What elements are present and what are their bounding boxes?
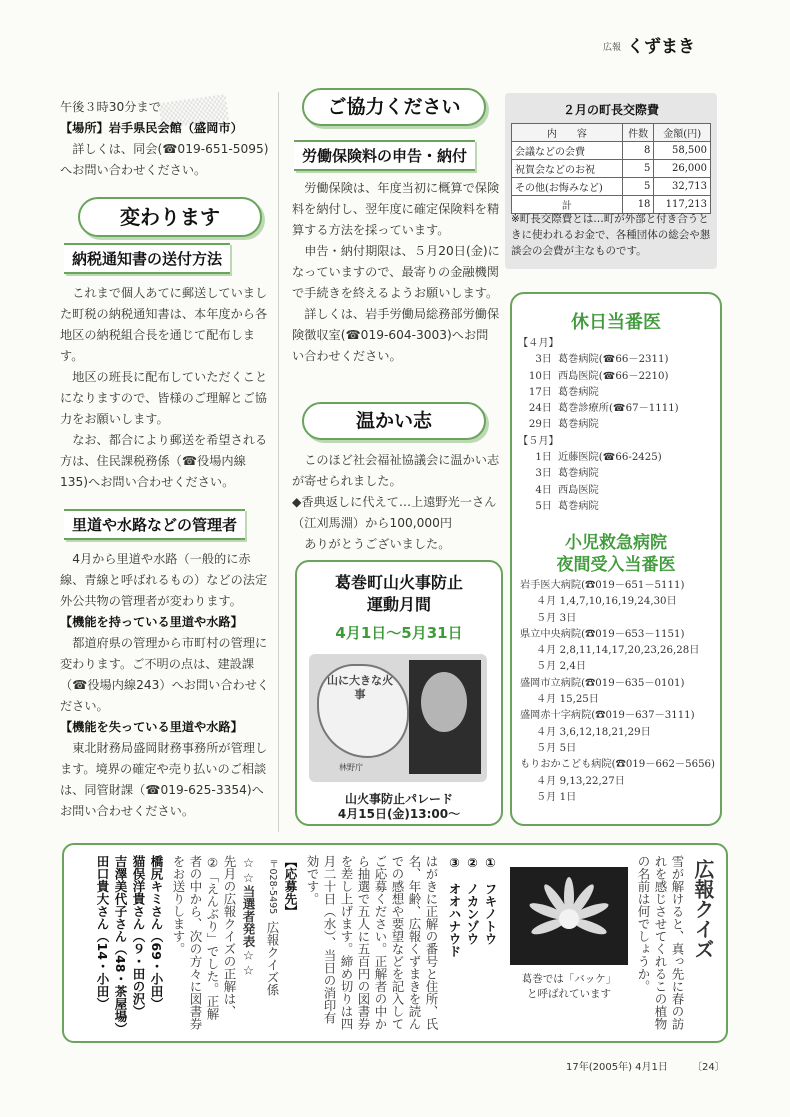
fee-cell: その他(お悔みなど)	[512, 178, 623, 196]
fire-title-2: 運動月間	[366, 595, 431, 614]
fee-title: ２月の町長交際費	[562, 103, 659, 117]
road-p1: 4月から里道や水路（一般的に赤線、青線と呼ばれるもの）などの法定外公共物の管理者が変わります。	[60, 552, 268, 608]
list-item	[518, 483, 716, 499]
schedule-phone: (☎67－1111)	[608, 403, 679, 415]
fire-prevention-box	[295, 560, 503, 826]
schedule-day: 5日	[535, 500, 552, 512]
fee-cell: 計	[512, 196, 623, 214]
donation-body	[292, 450, 500, 555]
schedule-clinic: 葛巻病院	[558, 419, 599, 431]
fire-dates: 4月1日〜5月31日	[335, 624, 463, 642]
list-item	[518, 417, 716, 433]
flower-icon	[510, 867, 628, 965]
fee-cell: 5	[622, 160, 654, 178]
column-divider	[278, 92, 279, 832]
fee-cell: 会議などの会費	[512, 142, 623, 160]
schedule-clinic: 西島医院	[558, 484, 599, 496]
road-p3: 東北財務局盛岡財務事務所が管理します。境界の確定や売り払いのご相談は、同管財課（☎019-625-3354)へお問い合わせください。	[60, 741, 268, 818]
tax-notice-p2: 地区の班長に配布していただくことになりますので、皆様のご理解とご協力をお願いします。	[60, 370, 268, 426]
choice-1: ① フキノトウ	[483, 855, 498, 945]
kids-hospital-dates: ５月 3日	[536, 612, 577, 624]
list-item	[518, 352, 716, 368]
kids-hospital-name: もりおかこども病院(☎019－662－5656)	[520, 759, 716, 771]
tax-notice-title: 納税通知書の送付方法	[64, 243, 230, 274]
holiday-list	[518, 336, 716, 515]
donation-p3: ありがとうございました。	[304, 537, 451, 551]
schedule-phone: (☎66－2210)	[598, 370, 669, 382]
kids-hospital-name: 盛岡赤十字病院(☎019－637－3111)	[520, 710, 695, 722]
list-item	[518, 466, 716, 482]
fee-note: ※町長交際費とは…町が外部と付き合うときに使われるお金で、各種団体の総会や懇談会の会費が主なものです。	[511, 213, 711, 257]
choice-2: ② ノカンゾウ	[465, 855, 480, 945]
quiz-box	[62, 843, 728, 1043]
medical-box	[510, 292, 722, 826]
list-item	[518, 385, 716, 401]
table-row	[512, 160, 711, 178]
list-item	[518, 499, 716, 515]
poster-agency: 林野庁	[339, 763, 363, 772]
schedule-clinic: 葛巻病院	[558, 354, 599, 366]
fee-col-count: 件数	[622, 124, 654, 142]
fee-cell: 26,000	[654, 160, 711, 178]
quiz-title: 広報クイズ	[691, 859, 715, 959]
kids-hospital-dates: ４月 2,8,11,14,17,20,23,26,28日	[536, 645, 700, 657]
page-number: 〔24〕	[692, 1062, 725, 1073]
road-h2: 【機能を失っている里道や水路】	[60, 720, 243, 734]
schedule-clinic: 西島医院	[558, 370, 599, 382]
schedule-day: 3日	[535, 354, 552, 366]
winners-title: ☆☆当選者発表☆☆	[241, 855, 256, 978]
kids-hospital-dates: ４月 3,6,12,18,21,29日	[536, 726, 651, 738]
schedule-clinic: 葛巻病院	[558, 500, 599, 512]
schedule-clinic: 葛巻病院	[558, 386, 599, 398]
poster-leaf-shape	[421, 672, 467, 732]
tax-notice-body	[60, 283, 272, 493]
road-title: 里道や水路などの管理者	[64, 509, 245, 540]
kids-hospital-dates: ４月 1,4,7,10,16,19,24,30日	[536, 596, 677, 608]
table-row	[512, 142, 711, 160]
kids-hospital-name: 盛岡市立病院(☎019－635－0101)	[520, 677, 685, 689]
labor-p3: 詳しくは、岩手労働局総務部労働保険徴収室(☎019-604-3003)へお問い合わせください。	[292, 307, 500, 363]
fee-col-content: 内 容	[512, 124, 623, 142]
schedule-day: 1日	[535, 452, 552, 464]
kids-title-2: 夜間受入当番医	[556, 555, 676, 575]
table-row	[512, 178, 711, 196]
continued-event-text	[60, 97, 272, 181]
atatakai-heading: 温かい志	[302, 402, 486, 440]
winner-4: 田口貴大さん（14・小田）	[95, 855, 110, 1010]
fire-parade-time: 4月15日(金)13:00〜	[337, 807, 461, 821]
schedule-clinic: 葛巻病院	[558, 468, 599, 480]
poster-photo	[409, 660, 481, 774]
fire-title-1: 葛巻町山火事防止	[334, 573, 463, 592]
kids-hospital-list	[520, 578, 718, 806]
kids-hospital-name: 県立中央病院(☎019－653－1151)	[520, 628, 685, 640]
apply-label: 【応募先】	[283, 855, 298, 918]
schedule-phone: (☎66-2425)	[598, 452, 662, 464]
photo-caption-2: と呼ばれています	[527, 988, 611, 1000]
winner-2: 猫俣洋貴さん（９・田の沢）	[131, 855, 146, 1018]
fire-poster	[309, 654, 487, 782]
header-small-label: 広報	[603, 43, 622, 53]
schedule-day: 24日	[528, 403, 552, 415]
fee-cell: 117,213	[654, 196, 711, 214]
labor-insurance-body	[292, 178, 500, 367]
april-label: 【４月】	[518, 338, 559, 349]
kids-title-1: 小児救急病院	[565, 533, 667, 553]
kids-hospital-dates: ４月 15,25日	[536, 694, 599, 706]
tax-notice-p3: なお、都合により郵送を希望される方は、住民課税務係（☎役場内線135)へお問い合わせください。	[60, 433, 268, 489]
photo-caption-1: 葛巻では「バッケ」	[521, 973, 617, 985]
apply-zip: 〒028-5495	[267, 859, 278, 915]
fee-cell: 18	[622, 196, 654, 214]
kids-hospital-dates: ５月 1日	[536, 791, 577, 803]
schedule-clinic: 近藤医院	[558, 452, 599, 464]
winner-1: 橋尻キミさん（69・小田）	[149, 855, 164, 1010]
holiday-doctor-title: 休日当番医	[571, 312, 661, 333]
event-place: 【場所】岩手県民会館（盛岡市）	[60, 121, 243, 135]
fee-col-amount: 金額(円)	[654, 124, 711, 142]
kyoryoku-heading: ご協力ください	[302, 88, 486, 126]
header-title: くずまき	[627, 37, 695, 57]
poster-text: 山に大きな火事	[327, 674, 393, 701]
schedule-day: 3日	[535, 468, 552, 480]
kids-hospital-name: 岩手医大病院(☎019－651－5111)	[520, 580, 685, 591]
fire-parade-label: 山火事防止パレード	[344, 792, 453, 806]
fee-cell: 祝賀会などのお祝	[512, 160, 623, 178]
list-item	[518, 401, 716, 417]
fee-cell: 32,713	[654, 178, 711, 196]
tax-notice-p1: これまで個人あてに郵送していました町税の納税通知書は、本年度から各地区の納税組合長を通じて配布します。	[60, 286, 268, 363]
may-label: 【５月】	[518, 435, 559, 447]
list-item	[518, 369, 716, 385]
donation-p1: このほど社会福祉協議会に温かい志が寄せられました。	[292, 453, 500, 488]
donation-p2: ◆香典返しに代えて…上遠野光一さん（江刈馬淵）から100,000円	[292, 495, 497, 530]
fee-cell: 8	[622, 142, 654, 160]
fee-cell: 5	[622, 178, 654, 196]
fee-table-header	[512, 124, 711, 142]
kids-hospital-dates: ５月 5日	[536, 742, 577, 754]
labor-p2: 申告・納付期限は、５月20日(金)になっていますので、最寄りの金融機関で手続きを終えるようお願いします。	[292, 244, 500, 300]
quiz-instructions: はがきに正解の番号と住所、氏名、年齢、広報くずまきを読んでの感想や要望などを記入してご応募ください。正解者の中から抽選で五人に五百円の図書券を差し上げます。締め切りは四月二十日（水）、当日の消印有効です。	[305, 855, 439, 1030]
footer-date: 17年(2005年) 4月1日	[566, 1062, 668, 1073]
choice-3: ③ オオハナウド	[447, 855, 462, 958]
schedule-day: 17日	[528, 386, 552, 398]
road-p2: 都道府県の管理から市町村の管理に変わります。ご不明の点は、建設課（☎役場内線243）へお問い合わせください。	[60, 636, 270, 713]
list-item	[518, 450, 716, 466]
winner-3: 吉澤美代子さん（48・茶屋場）	[113, 855, 128, 1035]
fee-box	[505, 93, 717, 269]
schedule-clinic: 葛巻診療所	[558, 403, 609, 415]
road-h1: 【機能を持っている里道や水路】	[60, 615, 243, 629]
schedule-day: 29日	[528, 419, 552, 431]
schedule-phone: (☎66－2311)	[598, 354, 669, 366]
schedule-day: 4日	[535, 484, 552, 496]
kids-hospital-dates: ５月 2,4日	[536, 661, 587, 673]
fee-cell: 58,500	[654, 142, 711, 160]
event-time: 午後３時30分まで	[60, 100, 161, 114]
event-contact: 詳しくは、同会(☎019-651-5095)へお問い合わせください。	[60, 142, 269, 177]
apply-destination: 広報クイズ係	[265, 921, 280, 996]
schedule-day: 10日	[528, 370, 552, 382]
quiz-photo	[510, 867, 628, 965]
background-ghost-text: ▒▒▒▒	[158, 95, 230, 130]
kids-hospital-dates: ４月 9,13,22,27日	[536, 775, 625, 787]
quiz-question: 雪が解けると、真っ先に春の訪れを感じさせてくれるこの植物の名前は何でしょうか。	[636, 855, 685, 1030]
labor-p1: 労働保険は、年度当初に概算で保険料を納付し、翌年度に確定保険料を精算する方法を採っています。	[292, 181, 500, 237]
labor-insurance-title: 労働保険料の申告・納付	[294, 140, 475, 171]
road-body	[60, 549, 272, 822]
kawari-heading: 変わります	[78, 197, 262, 237]
fee-table	[511, 123, 711, 214]
winners-intro: 先月の広報クイズの正解は、②「えんぶり」でした。正解者の中から、次の方々に図書券をお送りします。	[171, 855, 237, 1030]
